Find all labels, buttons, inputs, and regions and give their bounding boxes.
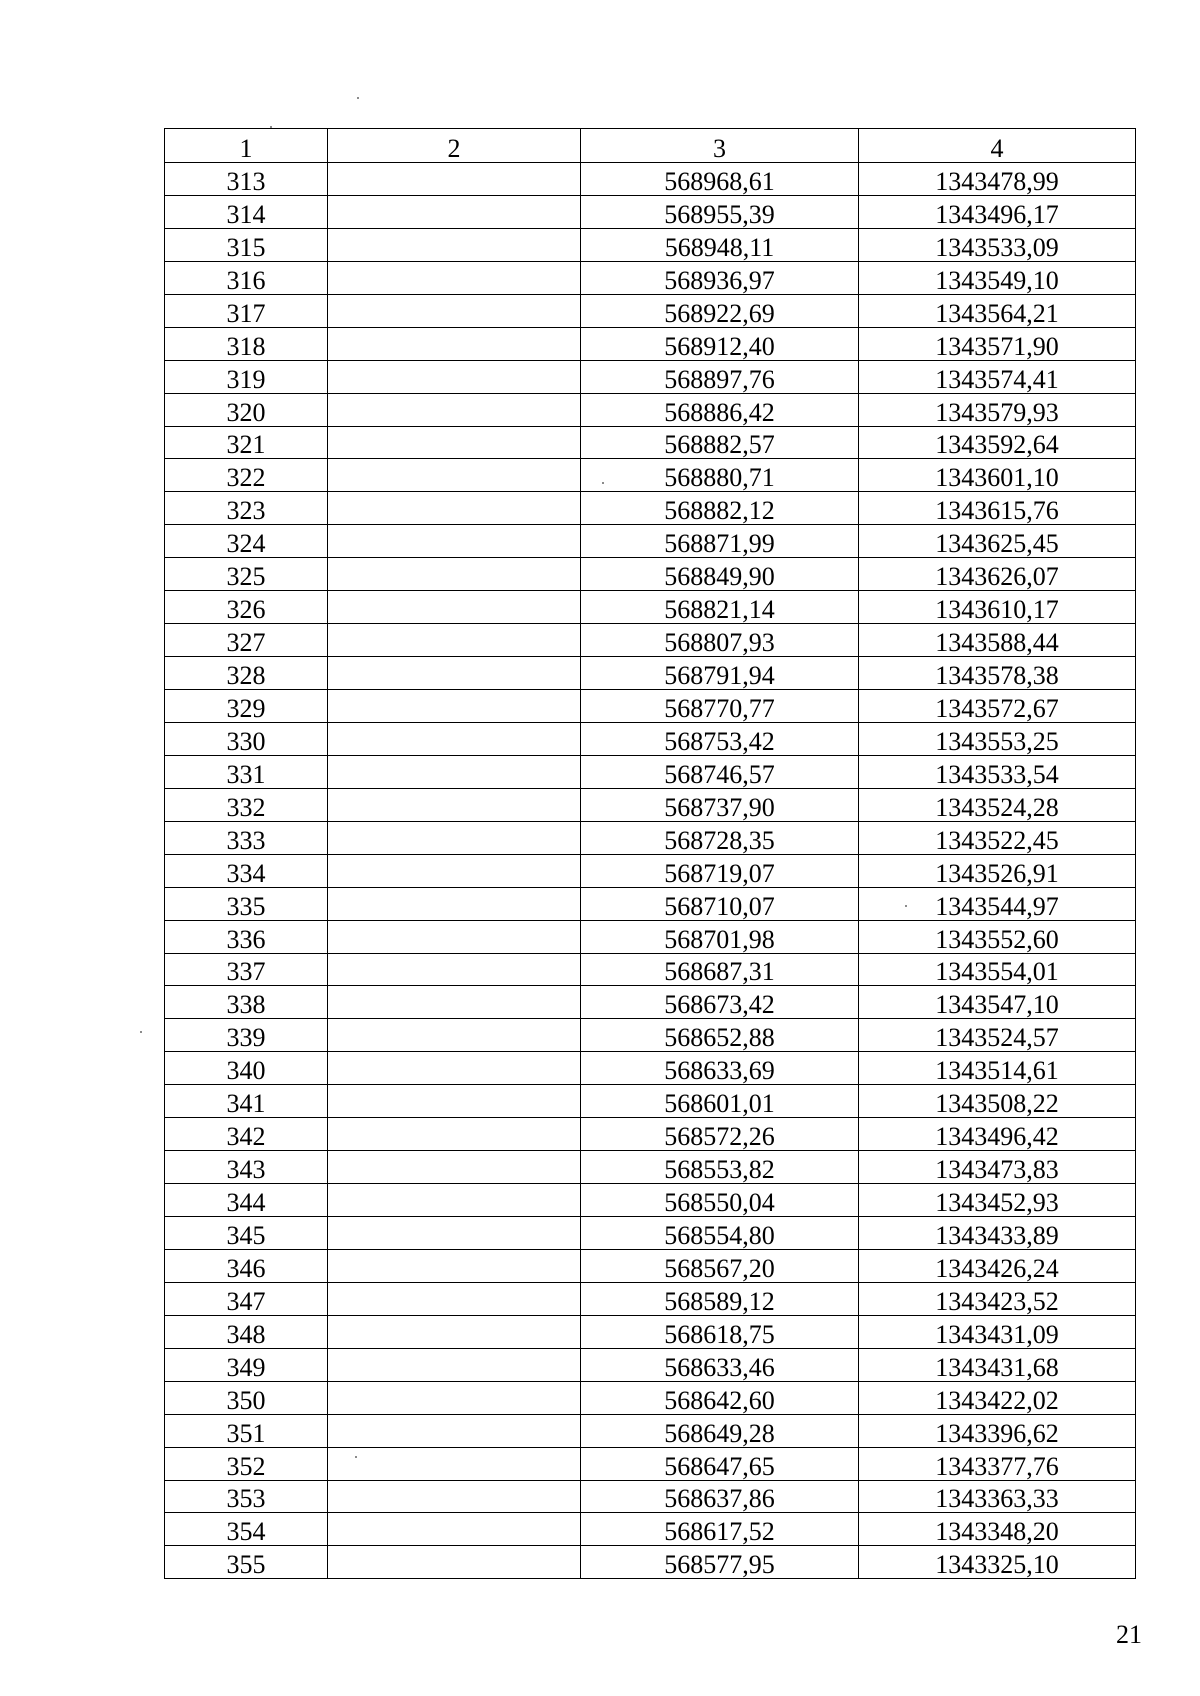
y-coordinate-cell: 1343553,25 [859,722,1136,755]
x-coordinate-cell: 568567,20 [581,1249,859,1282]
table-row [165,294,1136,327]
y-coordinate-cell: 1343524,28 [859,788,1136,821]
description-cell [328,722,581,755]
table-row [165,821,1136,854]
table-row [165,887,1136,920]
table-row [165,920,1136,953]
y-coordinate-cell: 1343626,07 [859,558,1136,591]
point-number-cell: 349 [165,1348,328,1381]
y-coordinate-cell: 1343452,93 [859,1184,1136,1217]
table-row [165,1118,1136,1151]
column-header-2: 2 [328,129,581,163]
x-coordinate-cell: 568673,42 [581,986,859,1019]
column-header-1: 1 [165,129,328,163]
description-cell [328,327,581,360]
table-row [165,755,1136,788]
table-row [165,459,1136,492]
table-row [165,261,1136,294]
description-cell [328,1447,581,1480]
x-coordinate-cell: 568618,75 [581,1315,859,1348]
y-coordinate-cell: 1343601,10 [859,459,1136,492]
description-cell [328,163,581,196]
description-cell [328,986,581,1019]
column-header-4: 4 [859,129,1136,163]
point-number-cell: 337 [165,953,328,986]
x-coordinate-cell: 568791,94 [581,657,859,690]
description-cell [328,492,581,525]
coordinates-table [164,128,1136,1579]
table-row [165,1052,1136,1085]
table-row [165,195,1136,228]
x-coordinate-cell: 568719,07 [581,854,859,887]
table-row [165,788,1136,821]
point-number-cell: 320 [165,393,328,426]
description-cell [328,1480,581,1513]
y-coordinate-cell: 1343552,60 [859,920,1136,953]
y-coordinate-cell: 1343610,17 [859,591,1136,624]
x-coordinate-cell: 568649,28 [581,1414,859,1447]
scan-speck [140,1031,142,1033]
point-number-cell: 336 [165,920,328,953]
y-coordinate-cell: 1343574,41 [859,360,1136,393]
x-coordinate-cell: 568807,93 [581,624,859,657]
point-number-cell: 321 [165,426,328,459]
description-cell [328,920,581,953]
y-coordinate-cell: 1343377,76 [859,1447,1136,1480]
y-coordinate-cell: 1343363,33 [859,1480,1136,1513]
table-row [165,1546,1136,1579]
y-coordinate-cell: 1343325,10 [859,1546,1136,1579]
table-row [165,986,1136,1019]
x-coordinate-cell: 568577,95 [581,1546,859,1579]
point-number-cell: 340 [165,1052,328,1085]
y-coordinate-cell: 1343544,97 [859,887,1136,920]
x-coordinate-cell: 568897,76 [581,360,859,393]
y-coordinate-cell: 1343571,90 [859,327,1136,360]
x-coordinate-cell: 568968,61 [581,163,859,196]
table-row [165,657,1136,690]
description-cell [328,1348,581,1381]
table-row [165,327,1136,360]
y-coordinate-cell: 1343508,22 [859,1085,1136,1118]
x-coordinate-cell: 568633,69 [581,1052,859,1085]
point-number-cell: 334 [165,854,328,887]
point-number-cell: 316 [165,261,328,294]
y-coordinate-cell: 1343433,89 [859,1217,1136,1250]
y-coordinate-cell: 1343514,61 [859,1052,1136,1085]
description-cell [328,426,581,459]
table-row [165,1348,1136,1381]
y-coordinate-cell: 1343522,45 [859,821,1136,854]
point-number-cell: 342 [165,1118,328,1151]
y-coordinate-cell: 1343572,67 [859,690,1136,723]
x-coordinate-cell: 568886,42 [581,393,859,426]
x-coordinate-cell: 568647,65 [581,1447,859,1480]
x-coordinate-cell: 568849,90 [581,558,859,591]
x-coordinate-cell: 568882,57 [581,426,859,459]
table-row [165,525,1136,558]
point-number-cell: 315 [165,228,328,261]
point-number-cell: 346 [165,1249,328,1282]
table-body [165,163,1136,1579]
x-coordinate-cell: 568770,77 [581,690,859,723]
point-number-cell: 329 [165,690,328,723]
table-row [165,1151,1136,1184]
y-coordinate-cell: 1343478,99 [859,163,1136,196]
x-coordinate-cell: 568912,40 [581,327,859,360]
point-number-cell: 352 [165,1447,328,1480]
y-coordinate-cell: 1343547,10 [859,986,1136,1019]
description-cell [328,887,581,920]
y-coordinate-cell: 1343431,68 [859,1348,1136,1381]
table-row [165,1249,1136,1282]
y-coordinate-cell: 1343533,09 [859,228,1136,261]
description-cell [328,393,581,426]
point-number-cell: 318 [165,327,328,360]
y-coordinate-cell: 1343554,01 [859,953,1136,986]
point-number-cell: 344 [165,1184,328,1217]
x-coordinate-cell: 568922,69 [581,294,859,327]
x-coordinate-cell: 568550,04 [581,1184,859,1217]
x-coordinate-cell: 568589,12 [581,1282,859,1315]
point-number-cell: 322 [165,459,328,492]
description-cell [328,1184,581,1217]
y-coordinate-cell: 1343578,38 [859,657,1136,690]
table-row [165,1447,1136,1480]
point-number-cell: 350 [165,1381,328,1414]
table-row [165,1019,1136,1052]
description-cell [328,261,581,294]
x-coordinate-cell: 568882,12 [581,492,859,525]
table-row [165,953,1136,986]
y-coordinate-cell: 1343423,52 [859,1282,1136,1315]
point-number-cell: 330 [165,722,328,755]
table-row [165,228,1136,261]
description-cell [328,1118,581,1151]
table-row [165,1315,1136,1348]
description-cell [328,1151,581,1184]
point-number-cell: 326 [165,591,328,624]
description-cell [328,228,581,261]
point-number-cell: 323 [165,492,328,525]
y-coordinate-cell: 1343524,57 [859,1019,1136,1052]
y-coordinate-cell: 1343348,20 [859,1513,1136,1546]
x-coordinate-cell: 568821,14 [581,591,859,624]
point-number-cell: 328 [165,657,328,690]
point-number-cell: 335 [165,887,328,920]
y-coordinate-cell: 1343396,62 [859,1414,1136,1447]
table-row [165,558,1136,591]
description-cell [328,690,581,723]
description-cell [328,1513,581,1546]
table-row [165,1414,1136,1447]
y-coordinate-cell: 1343496,42 [859,1118,1136,1151]
table-row [165,492,1136,525]
description-cell [328,1546,581,1579]
header-row [165,129,1136,163]
y-coordinate-cell: 1343615,76 [859,492,1136,525]
x-coordinate-cell: 568871,99 [581,525,859,558]
y-coordinate-cell: 1343426,24 [859,1249,1136,1282]
table-row [165,1480,1136,1513]
x-coordinate-cell: 568642,60 [581,1381,859,1414]
y-coordinate-cell: 1343592,64 [859,426,1136,459]
description-cell [328,1282,581,1315]
point-number-cell: 345 [165,1217,328,1250]
y-coordinate-cell: 1343625,45 [859,525,1136,558]
point-number-cell: 314 [165,195,328,228]
description-cell [328,294,581,327]
x-coordinate-cell: 568710,07 [581,887,859,920]
point-number-cell: 343 [165,1151,328,1184]
point-number-cell: 341 [165,1085,328,1118]
point-number-cell: 353 [165,1480,328,1513]
point-number-cell: 354 [165,1513,328,1546]
y-coordinate-cell: 1343579,93 [859,393,1136,426]
x-coordinate-cell: 568955,39 [581,195,859,228]
table-row [165,163,1136,196]
x-coordinate-cell: 568572,26 [581,1118,859,1151]
point-number-cell: 324 [165,525,328,558]
x-coordinate-cell: 568652,88 [581,1019,859,1052]
y-coordinate-cell: 1343549,10 [859,261,1136,294]
description-cell [328,788,581,821]
description-cell [328,459,581,492]
point-number-cell: 319 [165,360,328,393]
x-coordinate-cell: 568728,35 [581,821,859,854]
description-cell [328,624,581,657]
y-coordinate-cell: 1343564,21 [859,294,1136,327]
description-cell [328,1249,581,1282]
description-cell [328,360,581,393]
point-number-cell: 347 [165,1282,328,1315]
description-cell [328,1052,581,1085]
description-cell [328,755,581,788]
point-number-cell: 327 [165,624,328,657]
point-number-cell: 313 [165,163,328,196]
description-cell [328,525,581,558]
description-cell [328,591,581,624]
point-number-cell: 325 [165,558,328,591]
scan-speck [357,97,359,99]
table-row [165,1381,1136,1414]
point-number-cell: 338 [165,986,328,1019]
description-cell [328,558,581,591]
x-coordinate-cell: 568553,82 [581,1151,859,1184]
point-number-cell: 332 [165,788,328,821]
description-cell [328,854,581,887]
table-row [165,1217,1136,1250]
y-coordinate-cell: 1343422,02 [859,1381,1136,1414]
table-row [165,426,1136,459]
y-coordinate-cell: 1343533,54 [859,755,1136,788]
table-row [165,722,1136,755]
x-coordinate-cell: 568737,90 [581,788,859,821]
table-row [165,1513,1136,1546]
description-cell [328,1085,581,1118]
y-coordinate-cell: 1343588,44 [859,624,1136,657]
table-row [165,690,1136,723]
table-row [165,1282,1136,1315]
page-number: 21 [1116,1620,1142,1649]
table-row [165,854,1136,887]
point-number-cell: 317 [165,294,328,327]
table-row [165,360,1136,393]
x-coordinate-cell: 568753,42 [581,722,859,755]
description-cell [328,657,581,690]
table-row [165,591,1136,624]
y-coordinate-cell: 1343526,91 [859,854,1136,887]
description-cell [328,1217,581,1250]
y-coordinate-cell: 1343496,17 [859,195,1136,228]
point-number-cell: 339 [165,1019,328,1052]
x-coordinate-cell: 568687,31 [581,953,859,986]
x-coordinate-cell: 568554,80 [581,1217,859,1250]
x-coordinate-cell: 568880,71 [581,459,859,492]
description-cell [328,1315,581,1348]
x-coordinate-cell: 568948,11 [581,228,859,261]
table-row [165,1184,1136,1217]
y-coordinate-cell: 1343431,09 [859,1315,1136,1348]
table-row [165,1085,1136,1118]
table-header [165,129,1136,163]
description-cell [328,953,581,986]
point-number-cell: 333 [165,821,328,854]
description-cell [328,821,581,854]
x-coordinate-cell: 568637,86 [581,1480,859,1513]
table-row [165,624,1136,657]
point-number-cell: 348 [165,1315,328,1348]
description-cell [328,195,581,228]
point-number-cell: 351 [165,1414,328,1447]
x-coordinate-cell: 568633,46 [581,1348,859,1381]
description-cell [328,1414,581,1447]
description-cell [328,1019,581,1052]
x-coordinate-cell: 568746,57 [581,755,859,788]
description-cell [328,1381,581,1414]
column-header-3: 3 [581,129,859,163]
point-number-cell: 355 [165,1546,328,1579]
x-coordinate-cell: 568701,98 [581,920,859,953]
table-row [165,393,1136,426]
x-coordinate-cell: 568936,97 [581,261,859,294]
y-coordinate-cell: 1343473,83 [859,1151,1136,1184]
point-number-cell: 331 [165,755,328,788]
x-coordinate-cell: 568601,01 [581,1085,859,1118]
x-coordinate-cell: 568617,52 [581,1513,859,1546]
